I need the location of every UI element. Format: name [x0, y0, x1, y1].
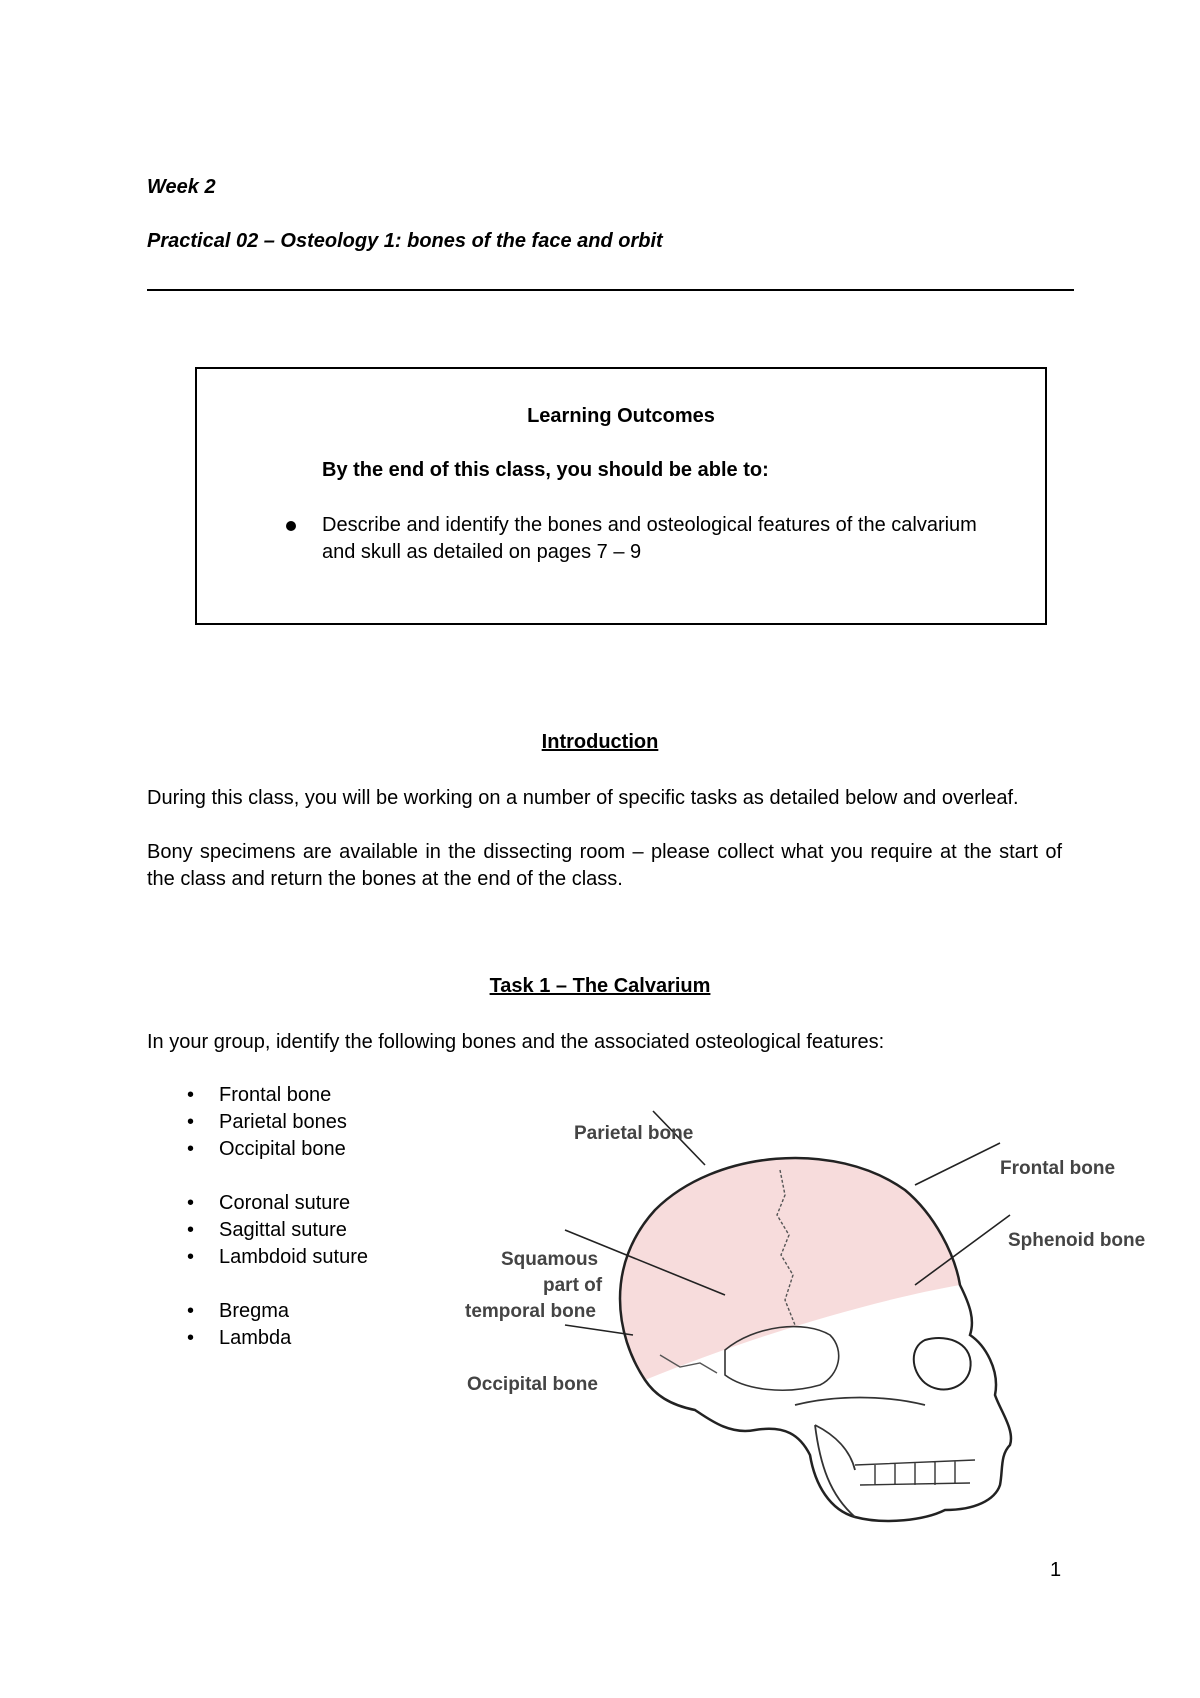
label-squamous-2: part of: [543, 1275, 603, 1296]
landmarks-list: [187, 1298, 291, 1352]
label-squamous-3: temporal bone: [465, 1301, 596, 1322]
teeth: [855, 1460, 975, 1485]
introduction-paragraph: Bony specimens are available in the dissecting room – please collect what you require at the start of the class and return the bones at the end of the class.: [147, 841, 1062, 890]
calvarium-highlight: [620, 1158, 960, 1380]
introduction-heading: Introduction: [541, 731, 659, 753]
list-item: • Parietal bones: [187, 1109, 347, 1136]
bones-list: [187, 1082, 347, 1163]
orbit-outline: [914, 1338, 971, 1389]
label-occipital: Occipital bone: [467, 1374, 598, 1395]
label-squamous-1: Squamous: [501, 1249, 599, 1270]
introduction-paragraph: During this class, you will be working on a number of specific tasks as detailed below and overleaf.: [147, 787, 1019, 809]
list-item: • Sagittal suture: [187, 1217, 368, 1244]
sutures-list: [187, 1190, 368, 1271]
task1-heading: Task 1 – The Calvarium: [489, 975, 711, 997]
practical-title: Practical 02 – Osteology 1: bones of the face and orbit: [147, 230, 663, 252]
learning-outcome-item: Describe and identify the bones and osteological features of the calvarium and skull as detailed on pages 7 – 9: [322, 514, 977, 563]
learning-outcomes-subtitle: By the end of this class, you should be able to:: [322, 459, 769, 481]
learning-outcomes-box: [195, 367, 1047, 625]
list-item: • Bregma: [187, 1298, 291, 1325]
list-item: • Lambda: [187, 1325, 291, 1352]
learning-outcomes-title: Learning Outcomes: [527, 405, 715, 427]
list-item: • Coronal suture: [187, 1190, 368, 1217]
list-item: • Lambdoid suture: [187, 1244, 368, 1271]
mandible-outline: [815, 1425, 855, 1517]
skull-lateral-figure: [455, 1105, 1175, 1565]
label-frontal: Frontal bone: [1000, 1158, 1116, 1179]
page-number: 1: [1050, 1559, 1062, 1581]
label-parietal: Parietal bone: [574, 1123, 694, 1144]
list-item: • Frontal bone: [187, 1082, 347, 1109]
label-sphenoid: Sphenoid bone: [1008, 1230, 1146, 1251]
bullet-icon: [286, 521, 296, 531]
header-rule: [147, 289, 1074, 291]
zygomatic-arch: [795, 1398, 925, 1406]
task1-instruction: In your group, identify the following bones and the associated osteological features:: [147, 1031, 885, 1053]
week-label: Week 2: [147, 176, 216, 198]
list-item: • Occipital bone: [187, 1136, 347, 1163]
label-line-frontal: [915, 1143, 1000, 1185]
